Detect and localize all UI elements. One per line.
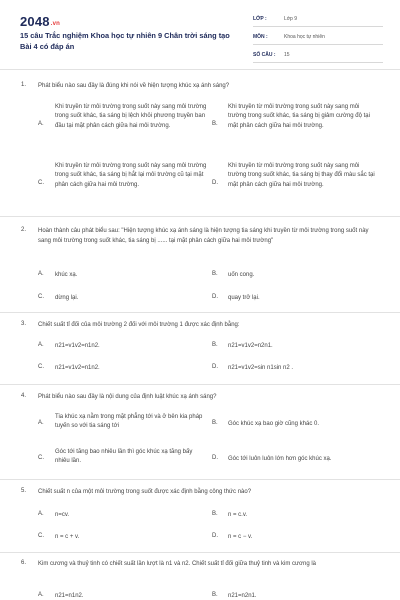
- site-logo[interactable]: [20, 14, 60, 29]
- meta-value-subject: Khoa học tự nhiên: [284, 34, 325, 40]
- option-a-letter: A.: [38, 511, 44, 517]
- question-text: Chiết suất tỉ đối của môi trường 2 đối với môi trường 1 được xác định bằng:: [38, 322, 240, 328]
- option-b-letter: B.: [212, 511, 218, 517]
- option-b-text[interactable]: Góc khúc xạ bao giờ cũng khác 0.: [228, 421, 319, 427]
- option-c-text[interactable]: n21=v1v2=n1n2.: [55, 365, 100, 371]
- option-c-text[interactable]: Khi truyền từ môi trường trong suốt này sang môi trường trong suốt khác, tia sáng bị hắt lại môi trường cũ tại mặt phân cách giữa hai môi trường.: [55, 163, 207, 188]
- divider: [0, 312, 400, 313]
- option-b-text[interactable]: Khi truyền từ môi trường trong suốt này sang môi trường trong suốt khác, tia sáng bị giảm cường độ tại mặt phân cách giữa hai môi trường.: [228, 104, 370, 129]
- divider: [0, 479, 400, 480]
- question-number: 4.: [21, 393, 27, 399]
- option-b-text[interactable]: n21=v1v2=n2n1.: [228, 343, 273, 349]
- option-d-text[interactable]: Góc tới luôn luôn lớn hơn góc khúc xạ.: [228, 456, 332, 462]
- option-a-letter: A.: [38, 420, 44, 426]
- question-number: 2.: [21, 227, 27, 233]
- option-c-letter: C.: [38, 364, 44, 370]
- meta-value-count: 15: [284, 52, 290, 58]
- option-a-text[interactable]: khúc xạ.: [55, 272, 78, 278]
- option-b-letter: B.: [212, 271, 218, 277]
- meta-row-class: [253, 14, 383, 27]
- option-b-text[interactable]: uốn cong.: [228, 272, 255, 278]
- question-text: Kim cương và thuỷ tinh có chiết suất lần lượt là n1 và n2. Chiết suất tỉ đối giữa thuỷ tinh và kim cương là: [38, 561, 317, 567]
- question-text: Chiết suất n của một môi trường trong suốt được xác định bằng công thức nào?: [38, 489, 252, 495]
- question-number: 6.: [21, 560, 27, 566]
- option-c-text[interactable]: n = c + v.: [55, 534, 80, 540]
- option-a-letter: A.: [38, 121, 44, 127]
- option-c-letter: C.: [38, 533, 44, 539]
- question-text: Hoàn thành câu phát biểu sau: "Hiện tượng khúc xạ ánh sáng là hiện tượng tia sáng khi truyền từ môi trường trong suốt này sang môi trường trong suốt khác, tia sáng bị ...... tại mặt phân cách giữa hai môi trường": [38, 228, 369, 244]
- option-d-letter: D.: [212, 180, 218, 186]
- option-a-letter: A.: [38, 271, 44, 277]
- option-b-letter: B.: [212, 342, 218, 348]
- option-c-text[interactable]: Góc tới tăng bao nhiêu lần thì góc khúc xạ tăng bấy nhiêu lần.: [55, 449, 193, 465]
- divider: [0, 384, 400, 385]
- option-a-text[interactable]: n21=v1v2=n1n2.: [55, 343, 100, 349]
- option-d-letter: D.: [212, 533, 218, 539]
- option-d-text[interactable]: n = c − v.: [228, 534, 253, 540]
- divider: [0, 69, 400, 70]
- logo-text: 2048: [20, 14, 50, 29]
- option-b-letter: B.: [212, 121, 218, 127]
- option-c-letter: C.: [38, 294, 44, 300]
- option-a-text[interactable]: Khi truyền từ môi trường trong suốt này sang môi trường trong suốt khác, tia sáng bị lệch khỏi phương truyền ban đầu tại mặt phân cách giữa hai môi trường.: [55, 104, 207, 129]
- divider: [0, 552, 400, 553]
- meta-row-subject: [253, 32, 383, 45]
- option-c-letter: C.: [38, 455, 44, 461]
- option-d-text[interactable]: n21=v1v2=sin n1sin n2 .: [228, 365, 294, 371]
- option-d-letter: D.: [212, 455, 218, 461]
- question-text: Phát biểu nào sau đây là đúng khi nói về hiện tượng khúc xạ ánh sáng?: [38, 83, 230, 89]
- option-a-text[interactable]: n=cv.: [55, 512, 70, 518]
- option-b-text[interactable]: n = c.v.: [228, 512, 248, 518]
- option-c-letter: C.: [38, 180, 44, 186]
- meta-value-class: Lớp 9: [284, 16, 298, 22]
- logo-suffix: .vn: [50, 21, 61, 27]
- question-number: 5.: [21, 488, 27, 494]
- divider: [0, 216, 400, 217]
- option-c-text[interactable]: dừng lại.: [55, 295, 79, 301]
- document-header: [0, 0, 400, 66]
- option-a-letter: A.: [38, 342, 44, 348]
- option-d-letter: D.: [212, 294, 218, 300]
- question-number: 3.: [21, 321, 27, 327]
- option-b-text[interactable]: n21=n2n1.: [228, 593, 257, 599]
- meta-panel: [253, 14, 383, 68]
- option-d-text[interactable]: Khi truyền từ môi trường trong suốt này sang môi trường trong suốt khác, tia sáng bị thay đổi màu sắc tại mặt phân cách giữa hai môi trường.: [228, 163, 375, 188]
- option-a-text[interactable]: Tia khúc xạ nằm trong mặt phẳng tới và ở bên kia pháp tuyến so với tia sáng tới: [55, 414, 203, 430]
- option-d-letter: D.: [212, 364, 218, 370]
- document-title: 15 câu Trắc nghiệm Khoa học tự nhiên 9 Chân trời sáng tạo Bài 4 có đáp án: [20, 31, 230, 51]
- option-b-letter: B.: [212, 592, 218, 598]
- meta-label-subject: MÔN :: [253, 34, 268, 40]
- option-d-text[interactable]: quay trở lại.: [228, 295, 260, 301]
- question-text: Phát biểu nào sau đây là nội dung của định luật khúc xạ ánh sáng?: [38, 394, 217, 400]
- option-a-text[interactable]: n21=n1n2.: [55, 593, 84, 599]
- meta-label-count: SỐ CÂU :: [253, 52, 276, 58]
- option-b-letter: B.: [212, 420, 218, 426]
- meta-row-count: [253, 50, 383, 63]
- meta-label-class: LỚP :: [253, 16, 267, 22]
- question-number: 1.: [21, 82, 27, 88]
- option-a-letter: A.: [38, 592, 44, 598]
